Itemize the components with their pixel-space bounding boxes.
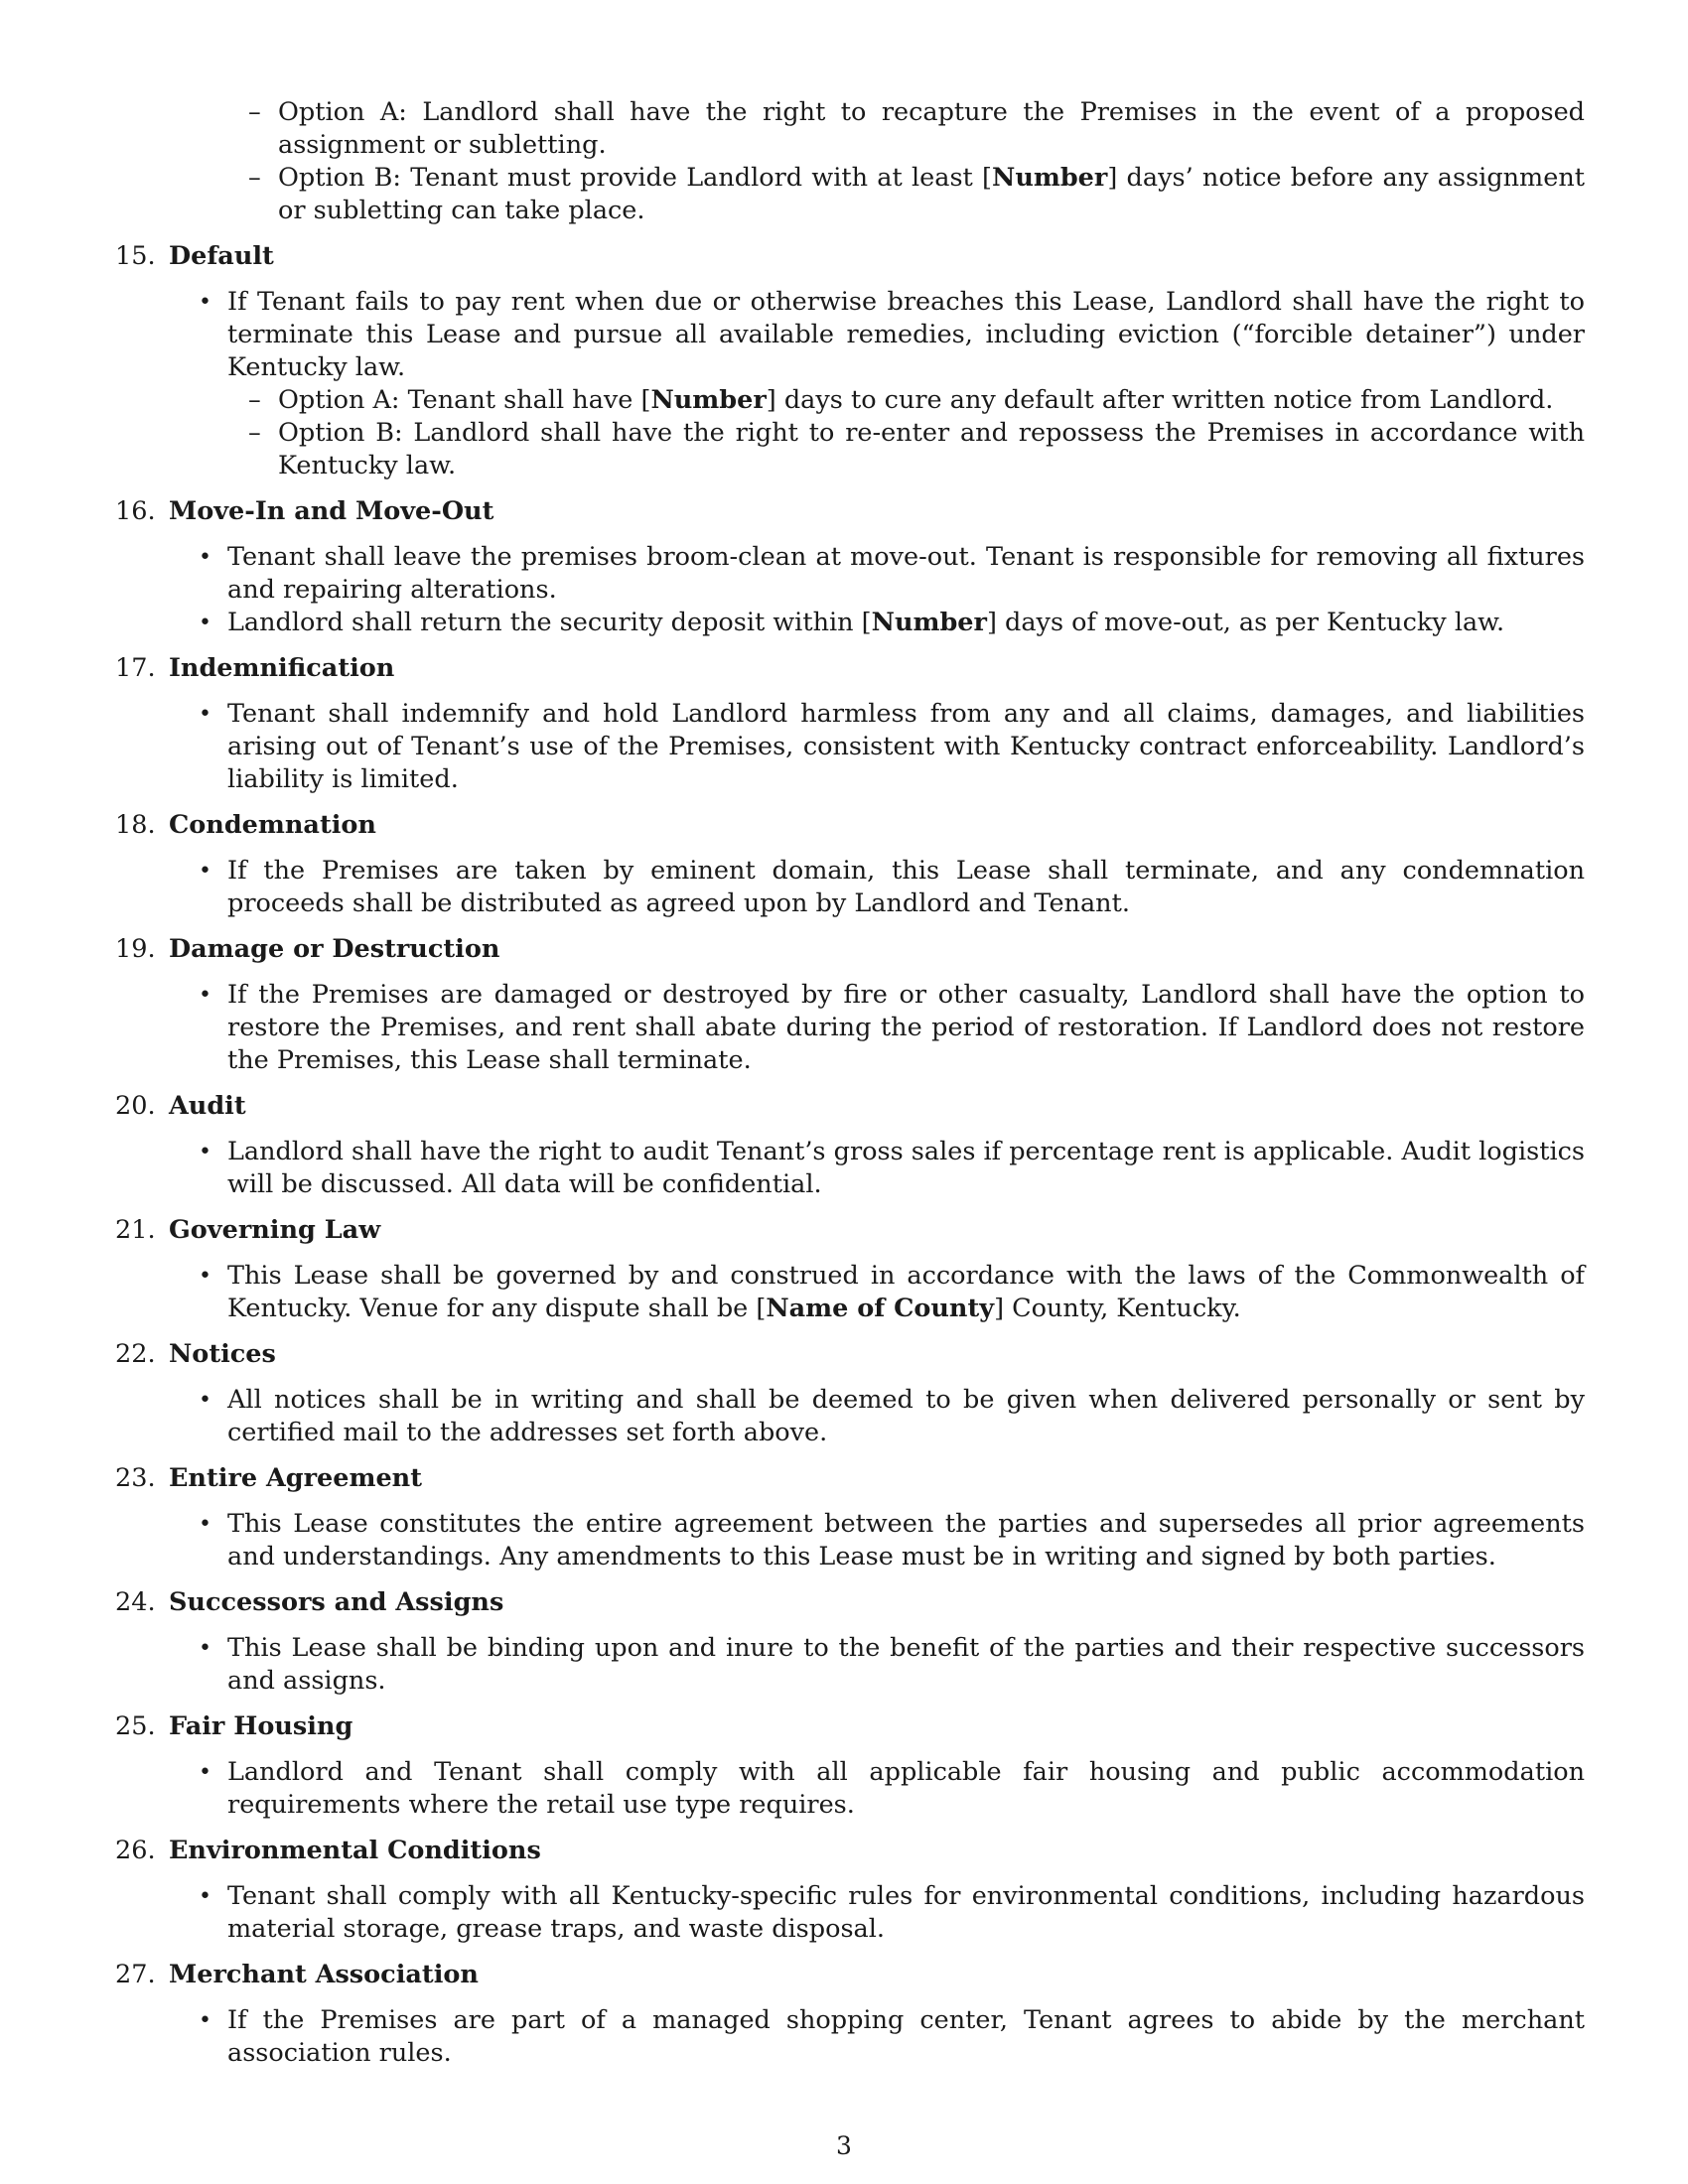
option-item: – Option A: Tenant shall have [Number] days to cure any default after written notice from Landlord. xyxy=(248,385,1554,415)
section-number: 26. xyxy=(115,1836,156,1865)
dash-marker: – xyxy=(248,163,261,193)
section-title: Condemnation xyxy=(169,810,376,840)
option-item: – Option B: Landlord shall have the right to re-enter and repossess the Premises in accordance with Kentucky law. xyxy=(248,418,1585,480)
bullet-marker: • xyxy=(199,1388,211,1413)
section-merchant-association xyxy=(115,1959,1585,2070)
bullet-item: • Landlord shall return the security deposit within [Number] days of move-out, as per Kentucky law. xyxy=(199,608,1505,637)
section-title: Audit xyxy=(169,1091,246,1121)
section-title: Fair Housing xyxy=(169,1711,353,1741)
dash-marker: – xyxy=(248,385,261,415)
section-number: 15. xyxy=(115,241,156,271)
section-heading xyxy=(115,1835,1585,1867)
section-heading xyxy=(115,1462,1585,1495)
section-title: Merchant Association xyxy=(169,1960,479,1989)
section-number: 16. xyxy=(115,496,156,526)
bullet-item: • Tenant shall comply with all Kentucky-specific rules for environmental conditions, including hazardous material storage, grease traps, and waste disposal. xyxy=(199,1881,1585,1944)
dash-marker: – xyxy=(248,418,261,448)
bullet-item: • This Lease shall be binding upon and inure to the benefit of the parties and their respective successors and assigns. xyxy=(199,1633,1585,1696)
bullet-marker: • xyxy=(199,1264,211,1289)
section-heading xyxy=(115,809,1585,842)
section-number: 22. xyxy=(115,1339,156,1369)
section-heading xyxy=(115,1959,1585,1991)
section-move-in-move-out xyxy=(115,495,1585,639)
bullet-item: • All notices shall be in writing and shall be deemed to be given when delivered personally or sent by certified mail to the addresses set forth above. xyxy=(199,1385,1585,1447)
bullet-marker: • xyxy=(199,859,211,884)
section-heading xyxy=(115,495,1585,528)
section-title: Move-In and Move-Out xyxy=(169,496,494,526)
bullet-marker: • xyxy=(199,545,211,570)
bullet-item: • If the Premises are taken by eminent domain, this Lease shall terminate, and any condemnation proceeds shall be distributed as agreed upon by Landlord and Tenant. xyxy=(199,856,1585,918)
bullet-marker: • xyxy=(199,1636,211,1661)
section-audit xyxy=(115,1090,1585,1201)
bullet-item: • This Lease constitutes the entire agreement between the parties and supersedes all prior agreements and understandings. Any amendments to this Lease must be in writing and signed by both parties. xyxy=(199,1509,1585,1571)
bullet-item: • Landlord shall have the right to audit Tenant’s gross sales if percentage rent is applicable. Audit logistics will be discussed. All data will be confidential. xyxy=(199,1137,1585,1199)
section-heading xyxy=(115,933,1585,966)
section-number: 19. xyxy=(115,934,156,964)
section-title: Indemnification xyxy=(169,653,395,683)
bullet-marker: • xyxy=(199,702,211,727)
section-title: Default xyxy=(169,241,274,271)
section-number: 25. xyxy=(115,1711,156,1741)
section-heading xyxy=(115,1586,1585,1619)
section-successors-and-assigns xyxy=(115,1586,1585,1698)
option-item: – Option A: Landlord shall have the right to recapture the Premises in the event of a proposed assignment or subletting. xyxy=(248,97,1585,160)
section-number: 17. xyxy=(115,653,156,683)
section-heading xyxy=(115,1710,1585,1743)
bullet-item: • If Tenant fails to pay rent when due or otherwise breaches this Lease, Landlord shall have the right to terminate this Lease and pursue all available remedies, including eviction (“forcible detainer”) under Kentucky law. xyxy=(199,287,1585,382)
section-number: 24. xyxy=(115,1587,156,1617)
section-number: 27. xyxy=(115,1960,156,1989)
section-title: Environmental Conditions xyxy=(169,1836,541,1865)
section-title: Governing Law xyxy=(169,1215,381,1245)
intro-options xyxy=(115,96,1585,227)
bullet-marker: • xyxy=(199,1512,211,1537)
bullet-marker: • xyxy=(199,1140,211,1164)
bullet-item: • Tenant shall leave the premises broom-clean at move-out. Tenant is responsible for removing all fixtures and repairing alterations. xyxy=(199,542,1585,605)
bullet-marker: • xyxy=(199,983,211,1008)
section-number: 21. xyxy=(115,1215,156,1245)
option-item: – Option B: Tenant must provide Landlord with at least [Number] days’ notice before any assignment or subletting can take place. xyxy=(248,163,1586,225)
section-environmental-conditions xyxy=(115,1835,1585,1946)
section-fair-housing xyxy=(115,1710,1585,1822)
section-title: Entire Agreement xyxy=(169,1463,422,1493)
section-heading xyxy=(115,1214,1585,1247)
section-heading xyxy=(115,240,1585,273)
page-number: 3 xyxy=(836,2131,852,2160)
section-notices xyxy=(115,1338,1585,1449)
section-entire-agreement xyxy=(115,1462,1585,1573)
bullet-marker: • xyxy=(199,2008,211,2033)
section-default xyxy=(115,240,1585,482)
section-heading xyxy=(115,1090,1585,1123)
bullet-item: • Tenant shall indemnify and hold Landlord harmless from any and all claims, damages, and liabilities arising out of Tenant’s use of the Premises, consistent with Kentucky contract enforceability. Landlord’s liability is limited. xyxy=(199,699,1585,794)
section-title: Notices xyxy=(169,1339,276,1369)
section-heading xyxy=(115,652,1585,685)
section-damage-or-destruction xyxy=(115,933,1585,1077)
bullet-marker: • xyxy=(199,611,211,635)
section-title: Damage or Destruction xyxy=(169,934,500,964)
bullet-item: • This Lease shall be governed by and construed in accordance with the laws of the Commonwealth of Kentucky. Venue for any dispute shall be [Name of County] County, Kentucky. xyxy=(199,1261,1585,1323)
bullet-marker: • xyxy=(199,1884,211,1909)
section-condemnation xyxy=(115,809,1585,920)
bullet-marker: • xyxy=(199,1760,211,1785)
section-governing-law xyxy=(115,1214,1585,1325)
section-indemnification xyxy=(115,652,1585,796)
section-number: 18. xyxy=(115,810,156,840)
section-number: 23. xyxy=(115,1463,156,1493)
section-title: Successors and Assigns xyxy=(169,1587,504,1617)
section-number: 20. xyxy=(115,1091,156,1121)
bullet-item: • Landlord and Tenant shall comply with all applicable fair housing and public accommodation requirements where the retail use type requires. xyxy=(199,1757,1585,1820)
bullet-marker: • xyxy=(199,290,211,315)
bullet-item: • If the Premises are part of a managed shopping center, Tenant agrees to abide by the merchant association rules. xyxy=(199,2005,1585,2068)
dash-marker: – xyxy=(248,97,261,127)
section-heading xyxy=(115,1338,1585,1371)
bullet-item: • If the Premises are damaged or destroyed by fire or other casualty, Landlord shall have the option to restore the Premises, and rent shall abate during the period of restoration. If Landlord does not restore the Premises, this Lease shall terminate. xyxy=(199,980,1585,1075)
